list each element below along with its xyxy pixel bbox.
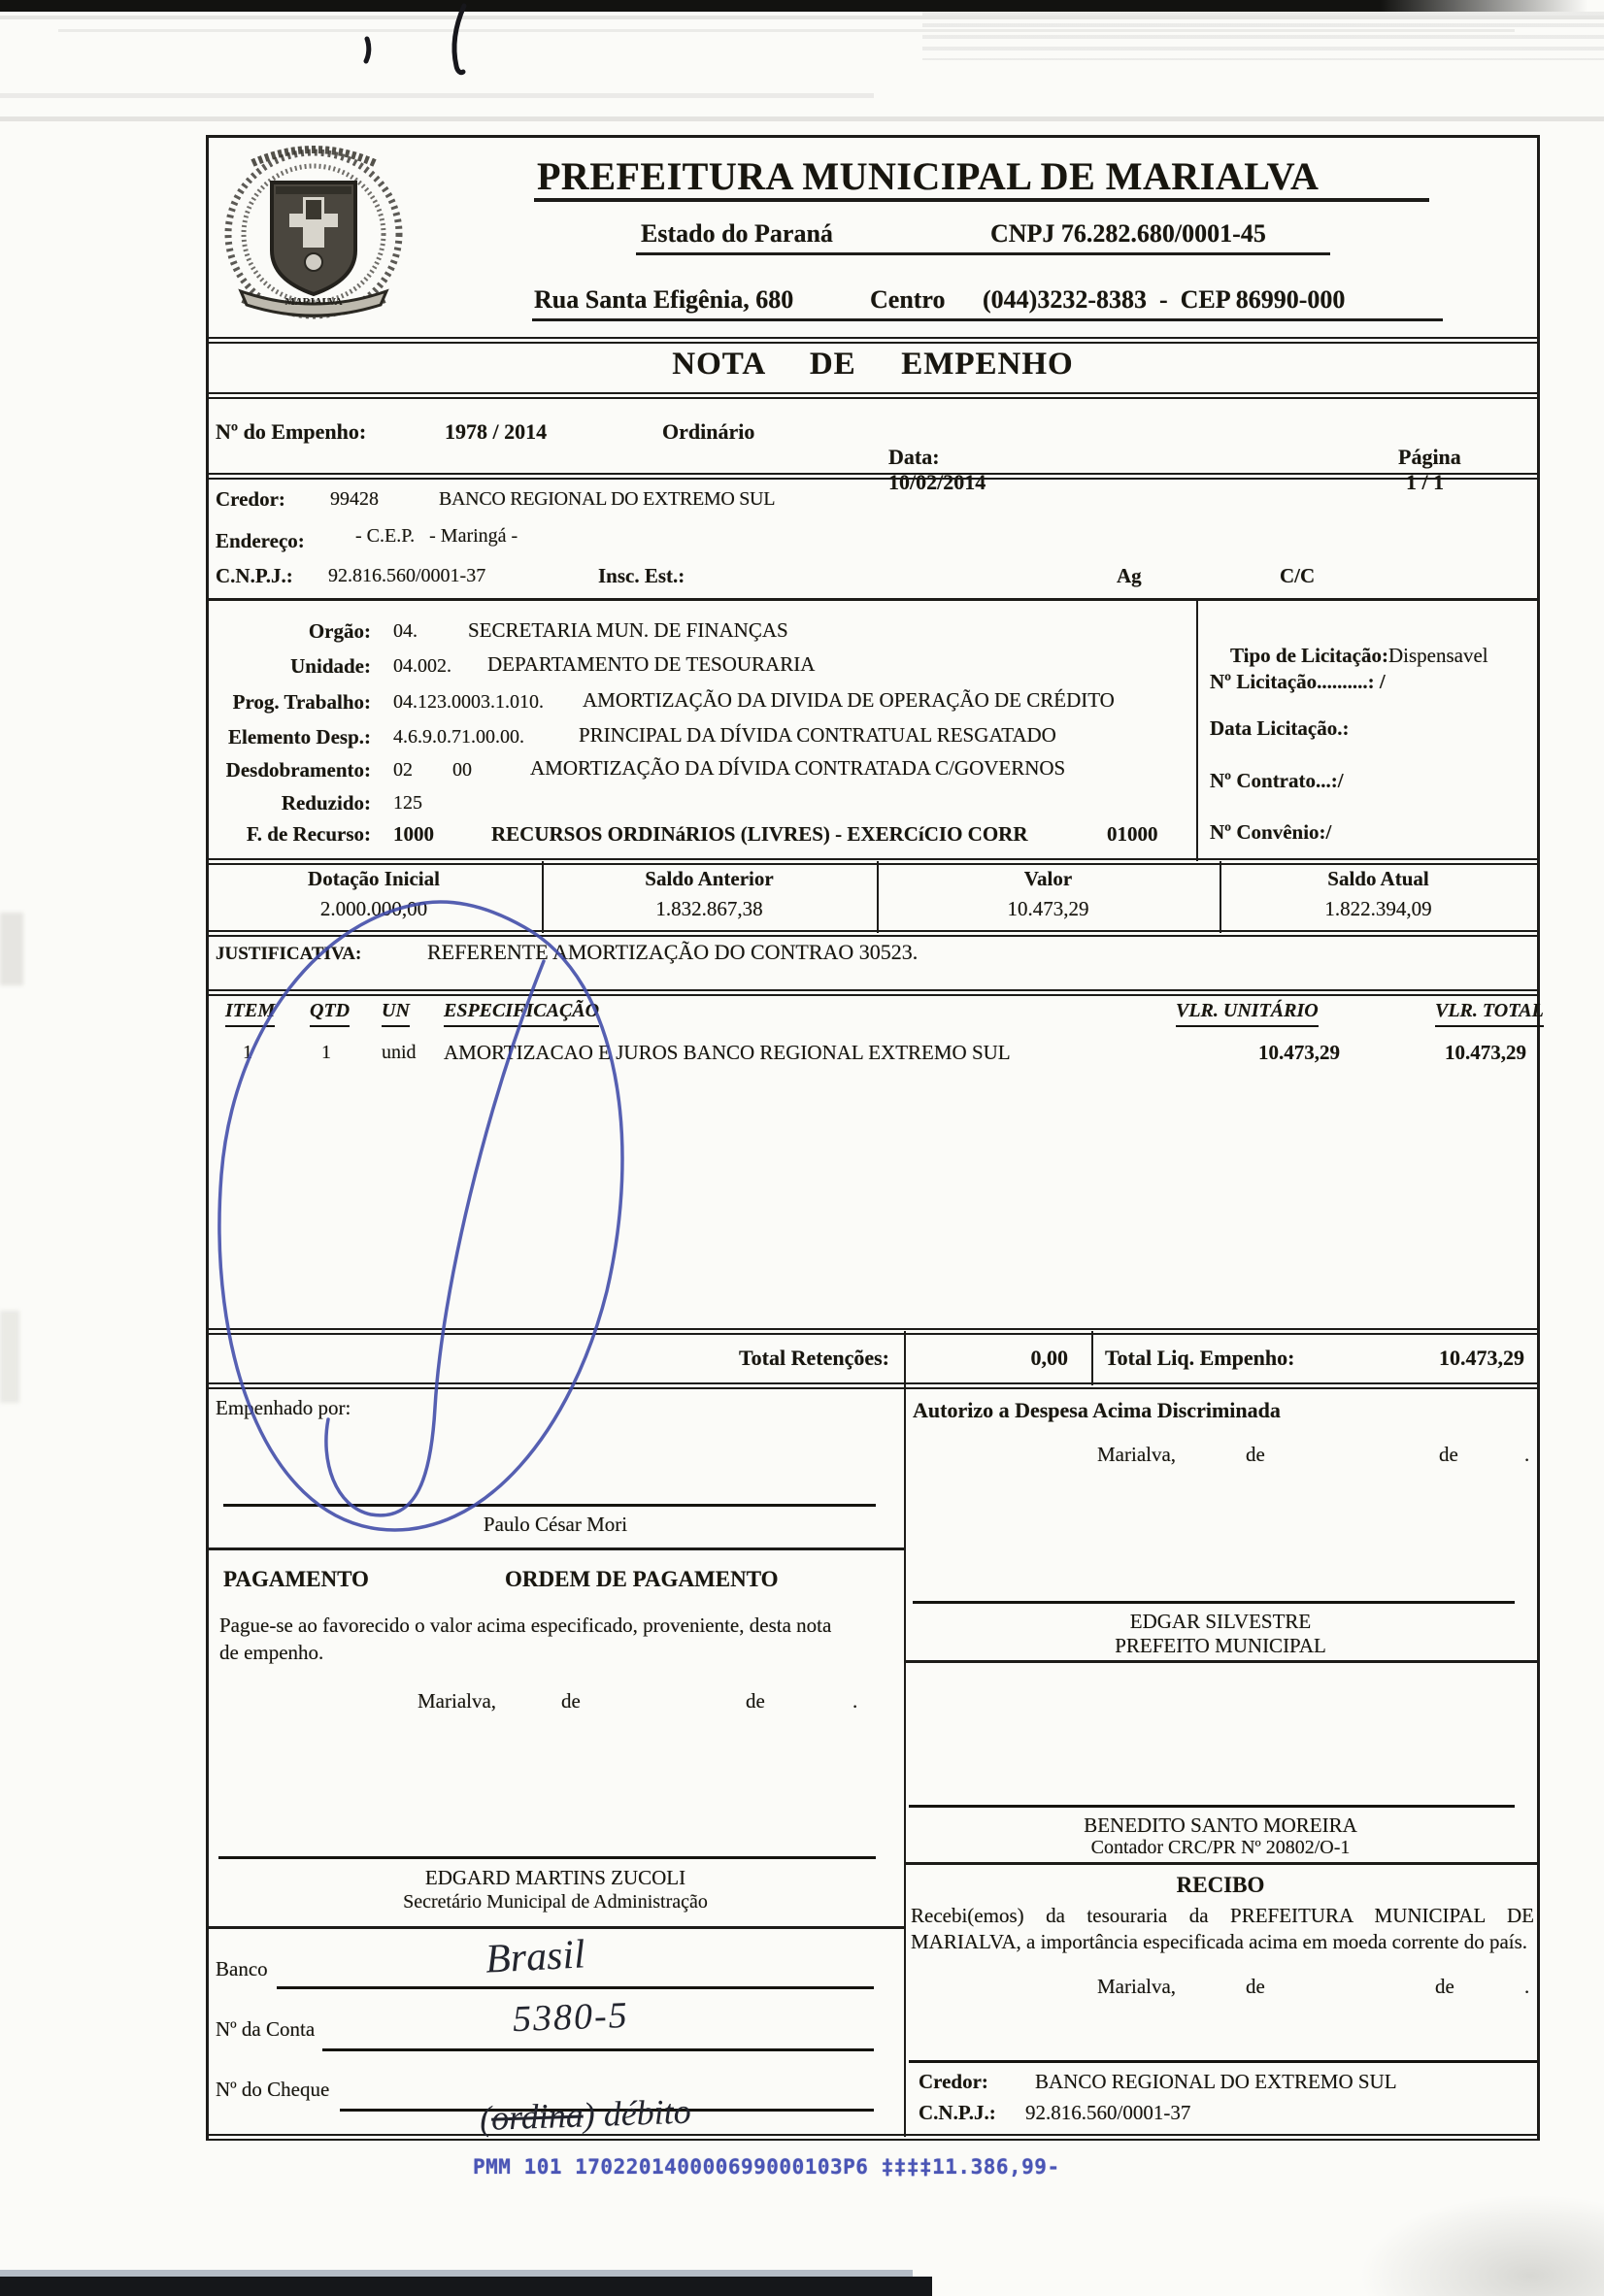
banco-line xyxy=(277,1986,874,1989)
svg-text:MARIALVA: MARIALVA xyxy=(284,296,343,308)
credor-code: 99428 xyxy=(330,488,379,510)
scan-streak xyxy=(0,93,874,98)
de-label: de xyxy=(1246,1443,1265,1466)
reduzido-code: 125 xyxy=(393,792,422,814)
contador-name: BENEDITO SANTO MOREIRA xyxy=(1084,1814,1357,1837)
empenho-number-label: Nº do Empenho: xyxy=(216,419,367,444)
vlr-total-col-header: VLR. TOTAL xyxy=(1435,1000,1544,1027)
prefeito-signature-line xyxy=(913,1601,1515,1604)
secretario-name: EDGARD MARTINS ZUCOLI xyxy=(424,1866,686,1889)
unidade-desc: DEPARTAMENTO DE TESOURARIA xyxy=(487,652,816,676)
prog-trabalho-code: 04.123.0003.1.010. xyxy=(393,691,544,713)
document-title: NOTA DE EMPENHO xyxy=(672,347,1074,382)
contador-signature-line xyxy=(909,1805,1515,1808)
empenhado-por-label: Empenhado por: xyxy=(216,1396,351,1419)
item-col-header: ITEM xyxy=(225,1000,275,1027)
saldo-atual-header: Saldo Atual xyxy=(1327,867,1429,890)
section-border-right xyxy=(906,1660,1540,1663)
recibo-credor-label: Credor: xyxy=(919,2070,988,2093)
fonte-recurso-label: F. de Recurso: xyxy=(246,822,371,846)
empenho-date xyxy=(867,419,986,520)
recibo-text: Recebi(emos) da tesouraria da PREFEITURA MUNICIPAL DE MARIALVA, a importância especificada acima em moeda corrente do país. xyxy=(911,1904,1534,1954)
cheque-paren-open: ( xyxy=(479,2098,492,2139)
conta-corrente-label: C/C xyxy=(1280,564,1316,587)
num-convenio: Nº Convênio:/ xyxy=(1210,820,1332,844)
section-border xyxy=(206,337,1540,344)
orgao-code: 04. xyxy=(393,620,418,642)
section-border-right xyxy=(906,1862,1540,1865)
elemento-desp-label: Elemento Desp.: xyxy=(228,725,371,749)
header-title: PREFEITURA MUNICIPAL DE MARIALVA xyxy=(537,154,1320,198)
secretario-signature-line xyxy=(218,1856,876,1859)
header-cnpj: CNPJ 76.282.680/0001-45 xyxy=(990,219,1266,248)
de-label: de xyxy=(1439,1443,1458,1466)
dotacao-inicial-value: 2.000.000,00 xyxy=(319,897,428,920)
num-conta-label: Nº da Conta xyxy=(216,2017,316,2041)
insc-est-label: Insc. Est.: xyxy=(598,564,685,587)
autorizo-title: Autorizo a Despesa Acima Discriminada xyxy=(913,1398,1281,1422)
agencia-label: Ag xyxy=(1117,564,1142,587)
recibo-cnpj-label: C.N.P.J.: xyxy=(919,2101,996,2124)
unidade-label: Unidade: xyxy=(290,654,371,678)
valor-value: 10.473,29 xyxy=(1007,897,1089,920)
period-mark: . xyxy=(1524,1975,1530,1998)
conta-line xyxy=(322,2048,874,2051)
empenho-date-label: Data: xyxy=(888,444,940,469)
scan-smudge-left xyxy=(0,1311,19,1403)
empenho-number-value: 1978 / 2014 xyxy=(445,419,548,444)
saldo-anterior-header: Saldo Anterior xyxy=(645,867,774,890)
qtd-col-header: QTD xyxy=(310,1000,350,1027)
section-border xyxy=(206,392,1540,399)
empenho-type: Ordinário xyxy=(662,419,755,444)
num-licitacao: Nº Licitação..........: / xyxy=(1210,670,1386,693)
de-label: de xyxy=(1246,1975,1265,1998)
lower-mid-divider xyxy=(904,1385,906,2137)
credor-label: Credor: xyxy=(216,487,285,511)
scan-smudge-left xyxy=(0,913,23,985)
conta-handwriting: 5380-5 xyxy=(512,1994,630,2041)
city-label: Marialva, xyxy=(1097,1975,1177,1998)
scan-streak xyxy=(58,29,1515,32)
fonte-recurso-extra: 01000 xyxy=(1107,822,1158,846)
header-line2-underline xyxy=(636,252,1330,255)
data-licitacao: Data Licitação.: xyxy=(1210,716,1350,740)
header-endereco: Rua Santa Efigênia, 680 xyxy=(534,285,794,314)
item-row-unitario: 10.473,29 xyxy=(1258,1041,1340,1064)
credor-name: BANCO REGIONAL DO EXTREMO SUL xyxy=(439,488,776,510)
contador-role: Contador CRC/PR Nº 20802/O-1 xyxy=(1090,1837,1351,1858)
scan-edge-bar-bottom xyxy=(0,2277,932,2296)
totals-divider xyxy=(1091,1331,1093,1385)
scan-streak xyxy=(0,16,1604,19)
licitacao-divider xyxy=(1196,601,1198,861)
header-estado: Estado do Paraná xyxy=(641,219,833,248)
recibo-cnpj-value: 92.816.560/0001-37 xyxy=(1025,2101,1191,2124)
recibo-separator-line xyxy=(909,2060,1537,2063)
prog-trabalho-desc: AMORTIZAÇÃO DA DIVIDA DE OPERAÇÃO DE CRÉDITO xyxy=(583,688,1115,712)
orgao-label: Orgão: xyxy=(308,619,371,643)
recibo-credor-value: BANCO REGIONAL DO EXTREMO SUL xyxy=(1035,2070,1397,2093)
period-mark: . xyxy=(1524,1443,1530,1466)
valor-header: Valor xyxy=(1023,867,1073,890)
period-mark: . xyxy=(852,1689,858,1713)
item-row-un: unid xyxy=(382,1042,417,1063)
de-label: de xyxy=(746,1689,765,1713)
prefeito-name: EDGAR SILVESTRE xyxy=(1129,1610,1312,1633)
section-border-left xyxy=(206,1926,906,1929)
ordem-pagamento-title: ORDEM DE PAGAMENTO xyxy=(505,1567,779,1591)
justificativa-text: REFERENTE AMORTIZAÇÃO DO CONTRAO 30523. xyxy=(427,940,919,964)
elemento-desp-desc: PRINCIPAL DA DÍVIDA CONTRATUAL RESGATADO xyxy=(579,723,1056,747)
secretario-role: Secretário Municipal de Administração xyxy=(403,1891,708,1913)
frame-bottom-border xyxy=(206,2134,1540,2141)
frame-top-border xyxy=(206,135,1540,138)
frame-right-border xyxy=(1537,135,1540,2139)
header-title-underline xyxy=(534,198,1429,202)
fonte-recurso-code: 1000 xyxy=(393,822,434,846)
desdobramento-label: Desdobramento: xyxy=(225,758,371,782)
pagamento-text: Pague-se ao favorecido o valor acima especificado, proveniente, desta nota de empenho. xyxy=(219,1614,832,1665)
header-bairro: Centro xyxy=(870,285,946,314)
dot-matrix-stamp: PMM 101 170220140000699000103P6 ‡‡‡‡11.386,99- xyxy=(473,2155,1060,2179)
vlr-unitario-col-header: VLR. UNITÁRIO xyxy=(1176,1000,1319,1027)
justificativa-label: JUSTIFICATIVA: xyxy=(216,944,362,964)
city-label: Marialva, xyxy=(1097,1443,1177,1466)
empenho-date-value: 10/02/2014 xyxy=(888,469,986,494)
section-border xyxy=(206,473,1540,480)
cheque-word: débito xyxy=(593,2091,692,2135)
cnpj-value: 92.816.560/0001-37 xyxy=(328,565,486,586)
empenhado-signer-name: Paulo César Mori xyxy=(483,1513,628,1536)
prog-trabalho-label: Prog. Trabalho: xyxy=(232,690,371,714)
scan-streak xyxy=(922,12,1604,60)
total-retencoes-label: Total Retenções: xyxy=(739,1346,889,1370)
total-liq-empenho-value: 10.473,29 xyxy=(1439,1346,1524,1370)
total-liq-empenho-label: Total Liq. Empenho: xyxy=(1105,1346,1295,1370)
banco-handwriting: Brasil xyxy=(484,1932,586,1982)
tipo-licitacao-value: Dispensavel xyxy=(1387,643,1488,667)
elemento-desp-code: 4.6.9.0.71.00.00. xyxy=(393,726,524,748)
de-label: de xyxy=(561,1689,581,1713)
cheque-struck-word: ordina xyxy=(490,2095,585,2138)
num-contrato: Nº Contrato...:/ xyxy=(1210,769,1344,792)
saldo-anterior-value: 1.832.867,38 xyxy=(655,897,763,920)
item-row-espec: AMORTIZACAO E JUROS BANCO REGIONAL EXTREMO SUL xyxy=(444,1041,1011,1064)
unidade-code: 04.002. xyxy=(393,655,451,677)
scan-smudge-bottom-right xyxy=(1359,2194,1604,2296)
num-cheque-label: Nº do Cheque xyxy=(216,2078,330,2101)
especificacao-col-header: ESPECIFICAÇÃO xyxy=(444,1000,599,1027)
page-value: 1 / 1 xyxy=(1406,469,1445,494)
un-col-header: UN xyxy=(382,1000,410,1027)
scan-streak xyxy=(0,116,1604,121)
city-label: Marialva, xyxy=(418,1689,497,1713)
desdobramento-code: 02 xyxy=(393,759,413,781)
prefeito-role: PREFEITO MUNICIPAL xyxy=(1115,1634,1326,1657)
endereco-value: - C.E.P. - Maringá - xyxy=(355,525,518,547)
cnpj-label: C.N.P.J.: xyxy=(216,564,293,587)
orgao-desc: SECRETARIA MUN. DE FINANÇAS xyxy=(468,618,788,642)
reduzido-label: Reduzido: xyxy=(281,791,371,815)
municipal-coat-of-arms-logo xyxy=(214,144,414,324)
item-row-qtd: 1 xyxy=(321,1042,331,1063)
page-indicator xyxy=(1377,419,1461,520)
scan-edge-bar-top xyxy=(0,0,1604,12)
dotacao-inicial-header: Dotação Inicial xyxy=(308,867,440,890)
item-row-item: 1 xyxy=(243,1042,252,1063)
totals-divider xyxy=(904,1331,906,1385)
pen-circle-annotation xyxy=(155,854,699,1553)
recibo-title: RECIBO xyxy=(1176,1873,1265,1897)
cheque-paren-close: ) xyxy=(582,2095,596,2135)
tipo-licitacao-label: Tipo de Licitação: xyxy=(1230,643,1388,667)
saldo-atual-value: 1.822.394,09 xyxy=(1324,897,1432,920)
total-retencoes-value: 0,00 xyxy=(1030,1346,1068,1370)
section-border xyxy=(206,598,1540,601)
desdobramento-code2: 00 xyxy=(452,759,472,781)
scan-edge-line-bottom xyxy=(0,2270,913,2277)
de-label: de xyxy=(1435,1975,1454,1998)
pagamento-title: PAGAMENTO xyxy=(223,1567,369,1591)
banco-label: Banco xyxy=(216,1957,268,1980)
endereco-label: Endereço: xyxy=(216,529,305,552)
page-label: Página xyxy=(1398,444,1461,469)
pen-marks-top xyxy=(340,0,495,83)
header-line3-underline xyxy=(532,318,1443,321)
header-fone-cep: (044)3232-8383 - CEP 86990-000 xyxy=(983,285,1346,314)
desdobramento-desc: AMORTIZAÇÃO DA DÍVIDA CONTRATADA C/GOVERNOS xyxy=(530,756,1066,780)
fonte-recurso-desc: RECURSOS ORDINáRIOS (LIVRES) - EXERCíCIO CORR xyxy=(491,822,1028,846)
item-row-total: 10.473,29 xyxy=(1445,1041,1526,1064)
